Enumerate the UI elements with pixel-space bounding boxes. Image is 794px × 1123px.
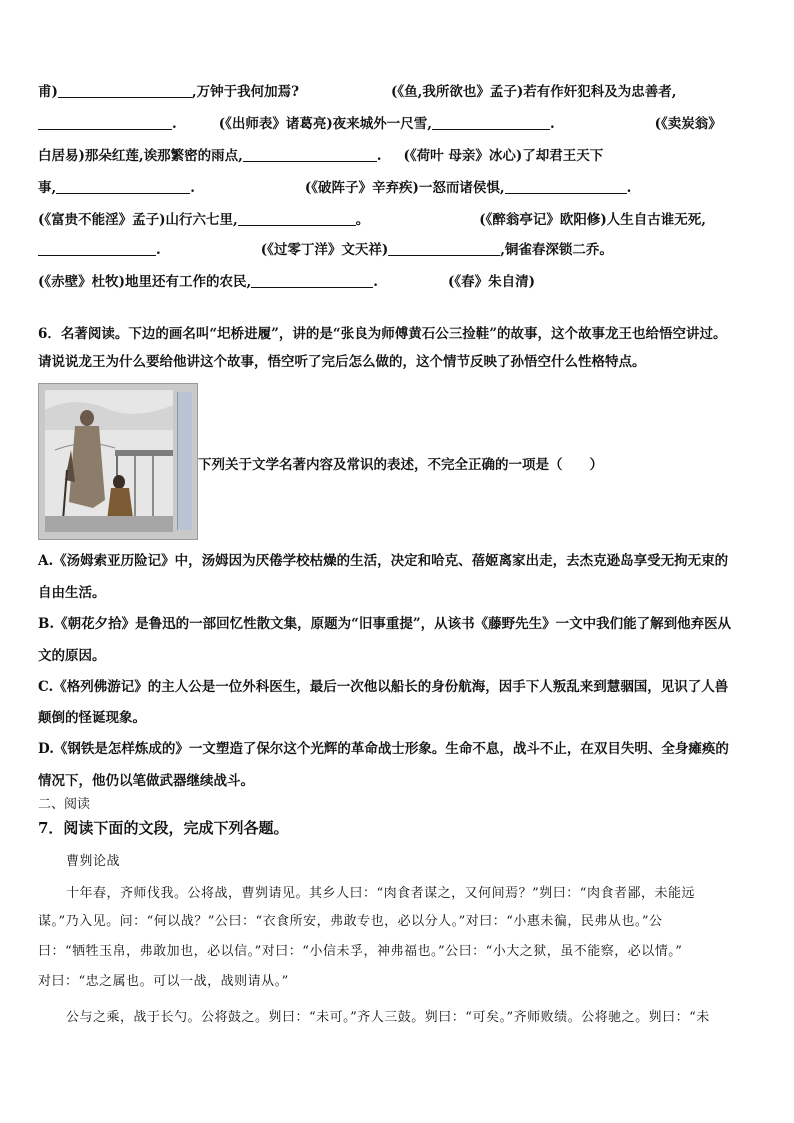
answer-blank[interactable]: [243, 147, 377, 162]
passage-line: 对曰：“忠之属也。可以一战，战则请从。”: [38, 974, 289, 989]
option-b-line-1: B.《朝花夕拾》是鲁迅的一部回忆性散文集，原题为“旧事重提”，从该书《藤野先生》一文中我们能了解到他弃医从: [38, 616, 732, 632]
option-b-line-2: 文的原因。: [38, 648, 106, 664]
passage-line: 公与之乘，战于长勺。公将鼓之。刿曰：“未可。”齐人三鼓。刿曰：“可矣。”齐师败绩。公将驰之。刿曰：“未: [66, 1010, 710, 1025]
answer-blank[interactable]: [38, 241, 156, 256]
illustration-bridge-shoe: [38, 383, 198, 540]
option-c-line-2: 颠倒的怪诞现象。: [38, 710, 146, 726]
option-d-line-1: D.《钢铁是怎样炼成的》一文塑造了保尔这个光辉的革命战士形象。生命不息，战斗不止，在双目失明、全身瘫痪的: [38, 741, 729, 757]
q5-row-6: . (《过零丁洋》文天祥) ,铜雀春深锁二乔。: [38, 240, 758, 260]
answer-blank[interactable]: [432, 115, 550, 130]
option-d-line-2: 情况下，他仍以笔做武器继续战斗。: [38, 773, 254, 789]
figures-drawing: [45, 390, 173, 532]
q5-row-2: . (《出师表》诸葛亮)夜来城外一尺雪, . (《卖炭翁》: [38, 114, 758, 134]
answer-blank[interactable]: [251, 273, 373, 288]
illustration-border: [177, 392, 192, 530]
option-a-line-2: 自由生活。: [38, 585, 106, 601]
q6-line-2: 请说说龙王为什么要给他讲这个故事，悟空听了完后怎么做的，这个情节反映了孙悟空什么性格特点。: [38, 354, 646, 370]
answer-blank[interactable]: [238, 211, 356, 226]
question-caption: 下列关于文学名著内容及常识的表述，不完全正确的一项是（ ）: [198, 457, 603, 473]
illustration-scene: [45, 390, 173, 532]
passage-line: 十年春，齐师伐我。公将战，曹刿请见。其乡人曰：“肉食者谋之，又何间焉？”刿曰：“肉食者鄙，未能远: [66, 886, 695, 901]
answer-blank[interactable]: [388, 241, 500, 256]
q5-row-7: (《赤壁》杜牧)地里还有工作的农民, . (《春》朱自清): [38, 274, 535, 290]
q6-line-1: 6．名著阅读。下边的画名叫“圯桥进履”，讲的是“张良为师傅黄石公三捡鞋”的故事，这个故事龙王也给悟空讲过。: [38, 326, 727, 342]
answer-blank[interactable]: [505, 179, 627, 194]
question-7: 7．阅读下面的文段，完成下列各题。: [38, 819, 289, 837]
option-a-line-1: A.《汤姆索亚历险记》中，汤姆因为厌倦学校枯燥的生活，决定和哈克、蓓姬离家出走，去杰克逊岛享受无拘无束的: [38, 553, 729, 569]
passage-title: 曹刿论战: [66, 854, 121, 869]
answer-blank[interactable]: [58, 83, 192, 98]
q5-row-1: 甫) ,万钟于我何加焉? (《鱼,我所欲也》孟子)若有作奸犯科及为忠善者,: [38, 84, 677, 100]
q5-row-4: 事, . (《破阵子》辛弃疾)一怒而诸侯惧, .: [38, 180, 632, 196]
answer-blank[interactable]: [38, 115, 172, 130]
answer-blank[interactable]: [56, 179, 190, 194]
option-c-line-1: C.《格列佛游记》的主人公是一位外科医生，最后一次他以船长的身份航海，因手下人叛乱来到慧骃国，见识了人兽: [38, 679, 729, 695]
section-heading: 二、阅读: [38, 797, 91, 812]
q5-row-3: 白居易)那朵红莲,诶那繁密的雨点, . (《荷叶 母亲》冰心)了却君王天下: [38, 148, 604, 164]
passage-line: 曰：“牺牲玉帛，弗敢加也，必以信。”对曰：“小信未孚，神弗福也。”公曰：“小大之狱，虽不能察，必以情。”: [38, 944, 683, 959]
passage-line: 谋。”乃入见。问：“何以战？”公曰：“衣食所安，弗敢专也，必以分人。”对曰：“小惠未徧，民弗从也。”公: [38, 914, 663, 929]
q5-row-5: (《富贵不能淫》孟子)山行六七里, 。 (《醉翁亭记》欧阳修)人生自古谁无死,: [38, 212, 706, 228]
